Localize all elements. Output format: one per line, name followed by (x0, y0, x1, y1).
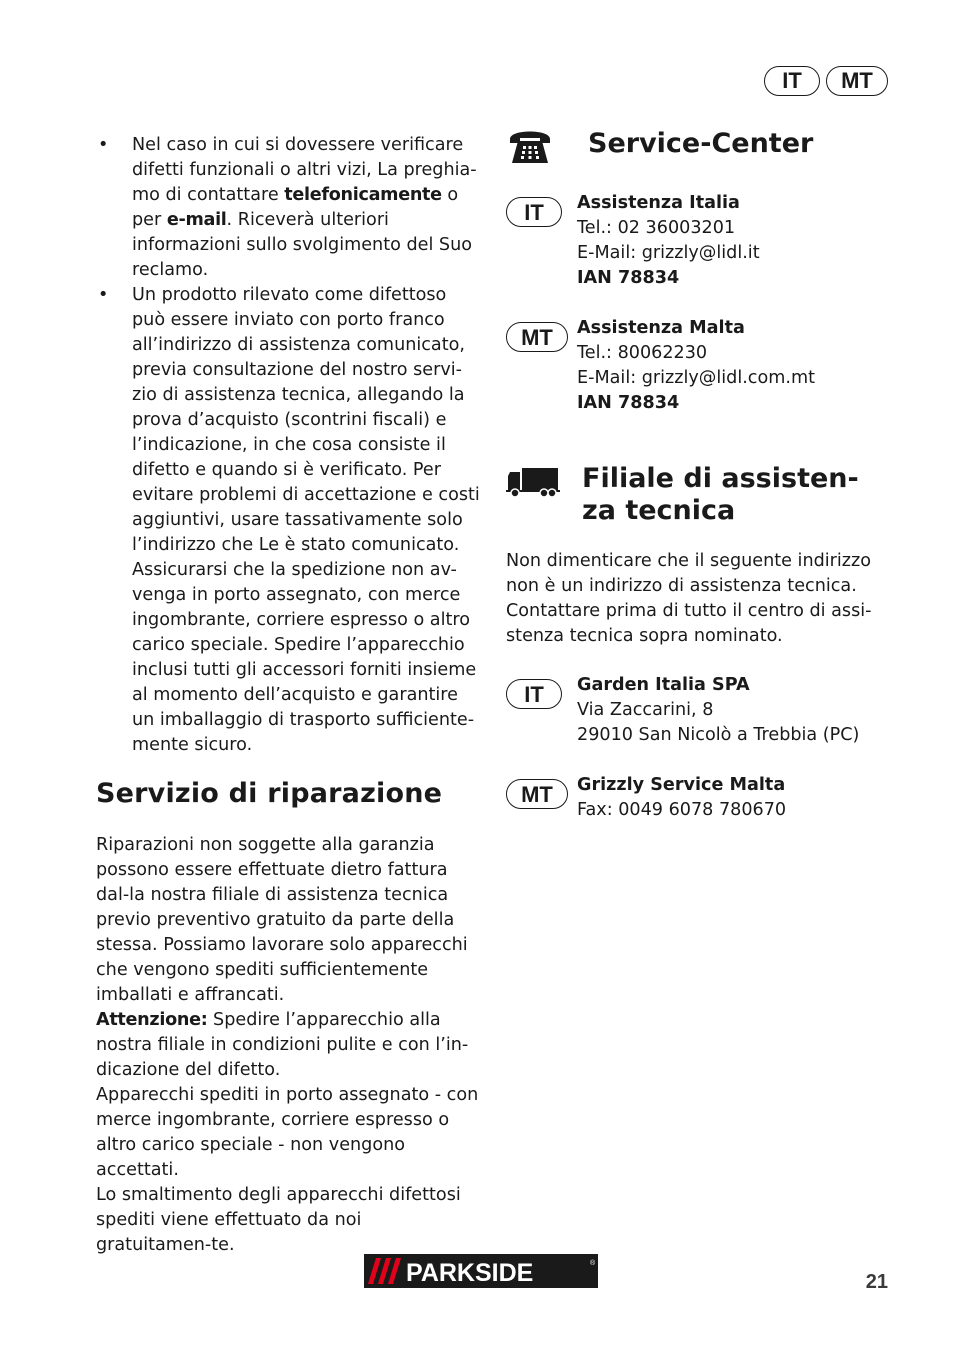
left-column (96, 133, 482, 1258)
bullet-contact-part-3: o per (132, 185, 459, 230)
contact-malta-ian: IAN 78834 (577, 393, 680, 413)
contact-italy-phone: Tel.: 02 36003201 (577, 218, 736, 238)
contact-malta-name: Assistenza Malta (577, 318, 745, 338)
branch-heading-line-2: za tecnica (582, 495, 736, 526)
parkside-logo (364, 1254, 598, 1288)
attention-text: Spedire l’apparecchio alla nostra filiale in condizioni pulite e con l’in-dicazione del difetto. (96, 1010, 469, 1080)
bullet-shipping: • Un prodotto rilevato come difettoso può essere inviato con porto franco all’indirizzo di assistenza comunicato, previa consultazione del nostro servi-zio di assistenza tecnica, allegando la prova d’acquisto (scontrini fiscali) e l’indicazione, in che cosa consiste il difetto e quando si è verificato. Per evitare problemi di accettazione e costi aggiuntivi, usare tassativamente solo l’indirizzo che Le è stato comunicato. Assicurarsi che la spedizione non av-venga in porto assegnato, con merce ingombrante, corriere espresso o altro carico speciale. Spedire l’apparecchio inclusi tutti gli accessori forniti insieme al momento dell’acquisto e garantire un imballaggio di trasporto sufficiente-mente sicuro. (96, 283, 482, 758)
lang-badge-mt: MT (826, 66, 888, 96)
repair-service-heading: Servizio di riparazione (96, 778, 443, 809)
telephone-icon (506, 125, 554, 169)
contact-italy-name: Assistenza Italia (577, 193, 740, 213)
right-column (506, 125, 886, 823)
attention-label: Attenzione: (96, 1010, 208, 1030)
branch-malta-name: Grizzly Service Malta (577, 775, 786, 795)
branch-italy-badge: IT (506, 679, 562, 709)
branch-header (506, 460, 886, 527)
repair-paragraph-2: Apparecchi spediti in porto assegnato - con merce ingombrante, corriere espresso o altro carico speciale - non vengono accettati. (96, 1085, 479, 1180)
lang-badge-it: IT (764, 66, 820, 96)
contact-malta-phone: Tel.: 80062230 (577, 343, 708, 363)
contact-italy-email: E-Mail: grizzly@lidl.it (577, 243, 760, 263)
contact-italy (506, 191, 886, 291)
attention-paragraph (96, 1008, 482, 1083)
branch-italy-city: 29010 San Nicolò a Trebbia (PC) (577, 725, 860, 745)
branch-note: Non dimenticare che il seguente indirizzo non è un indirizzo di assistenza tecnica. Contattare prima di tutto il centro di assi-stenza tecnica sopra nominato. (506, 551, 872, 646)
svg-text:®: ® (590, 1260, 596, 1267)
contact-malta-email: E-Mail: grizzly@lidl.com.mt (577, 368, 816, 388)
service-center-heading: Service-Center (588, 128, 814, 159)
repair-paragraph-1: Riparazioni non soggette alla garanzia possono essere effettuate dietro fattura dal-la nostra filiale di assistenza tecnica previo preventivo gratuito da parte della stessa. Possiamo lavorare solo apparecchi che vengono spediti sufficientemente imballati e affrancati. (96, 835, 468, 1005)
branch-malta (506, 773, 886, 823)
phone-emphasis: telefonicamente (284, 185, 442, 205)
contact-italy-badge: IT (506, 197, 562, 227)
warranty-bullets (96, 133, 482, 758)
branch-italy-street: Via Zaccarini, 8 (577, 700, 714, 720)
branch-heading-line-1: Filiale di assisten- (582, 463, 859, 494)
contact-italy-ian: IAN 78834 (577, 268, 680, 288)
repair-paragraph-3: Lo smaltimento degli apparecchi difettosi spediti viene effettuato da noi gratuitamen-te. (96, 1185, 461, 1255)
bullet-contact-part-1: Nel caso in cui si dovessere verificare difetti funzionali o altri vizi, La preghia-mo di contattare (132, 135, 477, 205)
contact-malta (506, 316, 886, 416)
branch-heading (582, 460, 859, 527)
branch-malta-fax: Fax: 0049 6078 780670 (577, 800, 787, 820)
parkside-logo-text: PARKSIDE (406, 1259, 534, 1287)
page-number: 21 (865, 1271, 888, 1293)
service-center-header (506, 125, 886, 169)
bullet-contact (96, 133, 482, 283)
branch-malta-badge: MT (506, 779, 568, 809)
bullet-contact-part-5: . Riceverà ulteriori informazioni sullo svolgimento del Suo reclamo. (132, 210, 473, 280)
branch-italy-name: Garden Italia SPA (577, 675, 750, 695)
branch-italy (506, 673, 886, 748)
email-emphasis: e-mail (166, 210, 227, 230)
truck-icon (506, 466, 554, 502)
contact-malta-badge: MT (506, 322, 568, 352)
language-badges (764, 66, 888, 96)
